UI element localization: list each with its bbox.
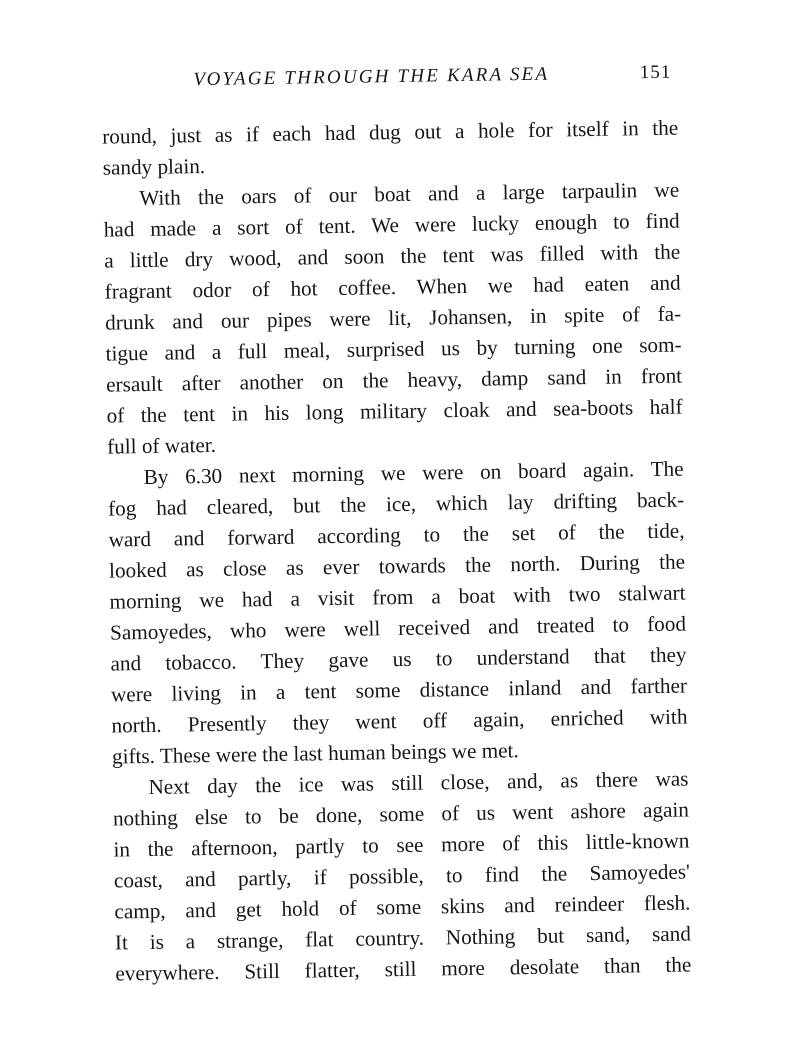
text-line: It is a strange, flat country. Nothing but sand, sand <box>114 921 692 955</box>
running-title: VOYAGE THROUGH THE KARA SEA <box>193 63 550 91</box>
running-head <box>101 62 677 101</box>
text-line: and tobacco. They gave us to understand that they <box>110 642 687 676</box>
text-line: of the tent in his long military cloak and sea-boots half <box>106 394 683 428</box>
text-line: morning we had a visit from a boat with two stalwart <box>109 580 686 614</box>
text-line: fragrant odor of hot coffee. When we had eaten and <box>104 270 681 304</box>
text-line: coast, and partly, if possible, to find the Samoyedes' <box>113 859 691 893</box>
text-line: Samoyedes, who were well received and treated to food <box>109 611 687 645</box>
text-line: a little dry wood, and soon the tent was filled with the <box>104 239 681 273</box>
page-number: 151 <box>639 61 672 84</box>
text-line: gifts. These were the last human beings we met. <box>111 738 519 769</box>
text-line: drunk and our pipes were lit, Johansen, in spite of fa- <box>104 301 682 335</box>
body-text <box>102 113 692 990</box>
text-line: had made a sort of tent. We were lucky enough to find <box>103 208 680 242</box>
text-line: full of water. <box>106 432 217 459</box>
text-line: fog had cleared, but the ice, which lay drifting back- <box>107 487 685 521</box>
text-line: sandy plain. <box>102 154 206 180</box>
text-line: in the afternoon, partly to see more of this little-known <box>113 828 690 862</box>
paragraph <box>112 764 691 990</box>
paragraph <box>107 454 688 773</box>
text-line: looked as close as ever towards the north. During the <box>108 549 686 583</box>
text-line: tigue and a full meal, surprised us by turning one som- <box>105 332 682 366</box>
text-line: By 6.30 next morning we were on board again. The <box>143 456 684 490</box>
paragraph <box>103 175 683 463</box>
text-line: camp, and get hold of some skins and reindeer flesh. <box>114 890 691 924</box>
text-line: Next day the ice was still close, and, as there was <box>148 766 689 799</box>
paragraph <box>102 113 679 184</box>
text-line: ward and forward according to the set of the tide, <box>108 518 685 552</box>
text-line: north. Presently they went off again, enriched with <box>111 704 688 738</box>
text-line: ersault after another on the heavy, damp sand in front <box>105 363 683 397</box>
text-line: With the oars of our boat and a large tarpaulin we <box>139 177 680 211</box>
text-line: were living in a tent some distance inland and farther <box>110 673 688 707</box>
text-line: everywhere. Still flatter, still more desolate than the <box>115 952 692 986</box>
text-line: nothing else to be done, some of us went ashore again <box>112 797 690 831</box>
text-line: round, just as if each had dug out a hole for itself in the <box>102 115 679 149</box>
